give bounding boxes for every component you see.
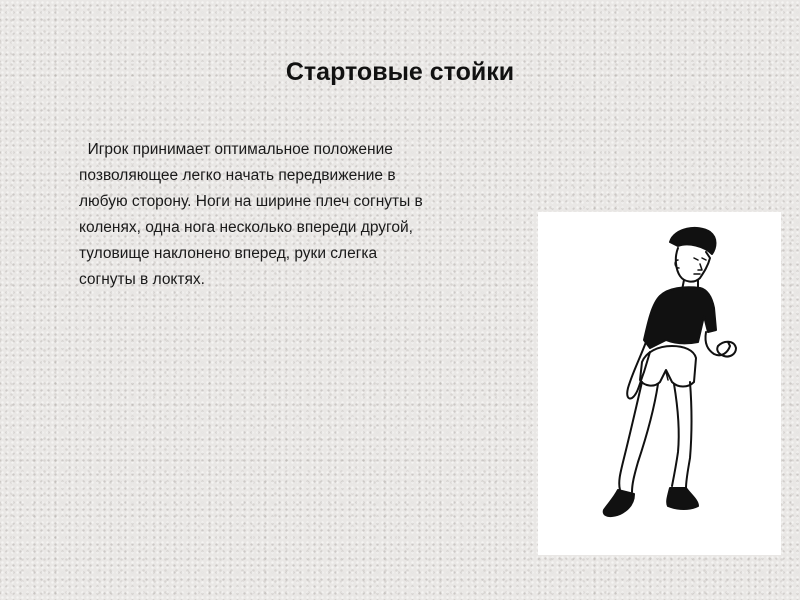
player-back-shoe	[604, 490, 634, 516]
paragraph-line: коленях, одна нога несколько впереди другой,	[79, 219, 413, 236]
player-front-shoe	[667, 488, 698, 509]
player-figure-drawing	[538, 212, 781, 555]
paragraph-line: любую сторону. Ноги на ширине плеч согнуты в	[79, 193, 423, 210]
paragraph-line: Игрок принимает оптимальное положение	[79, 141, 393, 158]
paragraph-line: позволяющее легко начать передвижение в	[79, 167, 396, 184]
slide-title: Стартовые стойки	[285, 58, 515, 86]
player-stance-illustration	[538, 212, 781, 555]
paragraph-line: согнуты в локтях.	[79, 271, 205, 288]
player-head	[676, 248, 710, 282]
slide-paragraph	[79, 137, 529, 293]
paragraph-line: туловище наклонено вперед, руки слегка	[79, 245, 378, 262]
player-left-hand	[717, 342, 736, 357]
